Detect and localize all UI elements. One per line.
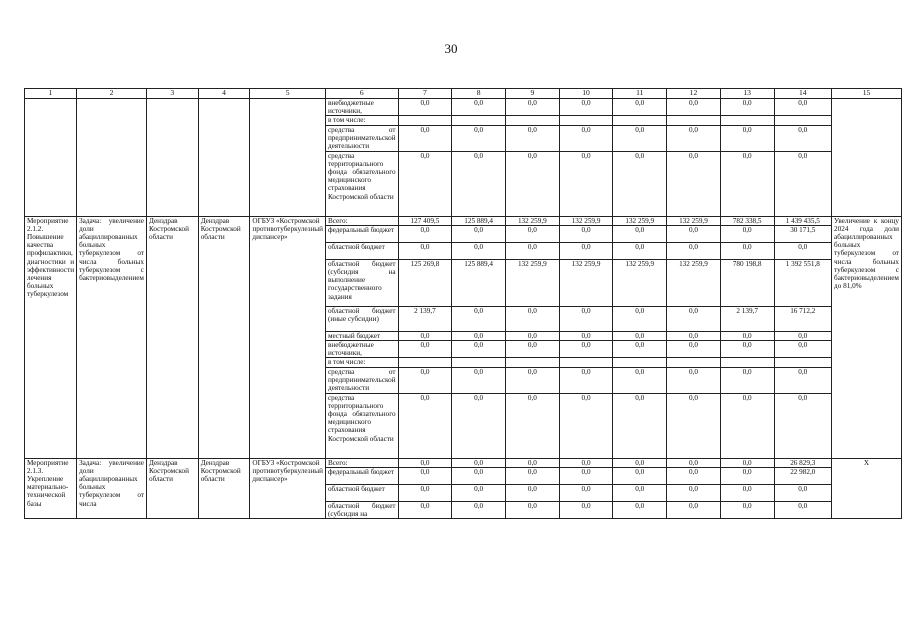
value-cell: 0,0 bbox=[667, 99, 721, 116]
executor-cell: ОГБУЗ «Костромской противотуберкулезный диспансер» bbox=[250, 458, 326, 519]
value-cell: 0,0 bbox=[559, 341, 613, 358]
value-cell: 0,0 bbox=[774, 99, 832, 116]
coordinator-cell: Денздрав Костромской области bbox=[146, 458, 198, 519]
value-cell: 0,0 bbox=[398, 242, 452, 259]
value-cell: 0,0 bbox=[398, 467, 452, 484]
value-cell: 0,0 bbox=[667, 225, 721, 242]
value-cell: 0,0 bbox=[613, 393, 667, 458]
value-cell bbox=[559, 358, 613, 367]
funding-source-cell: внебюджетные источники, bbox=[325, 99, 398, 116]
value-cell: 0,0 bbox=[398, 151, 452, 216]
value-cell: 0,0 bbox=[452, 467, 506, 484]
value-cell: 0,0 bbox=[613, 242, 667, 259]
funding-source-cell: Всего: bbox=[325, 216, 398, 225]
value-cell: 0,0 bbox=[398, 225, 452, 242]
value-cell: 0,0 bbox=[505, 151, 559, 216]
header-cell: 13 bbox=[720, 89, 774, 99]
value-cell: 0,0 bbox=[667, 367, 721, 393]
value-cell bbox=[720, 358, 774, 367]
value-cell: 132 259,9 bbox=[559, 259, 613, 306]
value-cell: 0,0 bbox=[667, 341, 721, 358]
value-cell bbox=[559, 116, 613, 125]
value-cell: 0,0 bbox=[398, 99, 452, 116]
value-cell: 0,0 bbox=[720, 484, 774, 501]
header-cell: 11 bbox=[613, 89, 667, 99]
value-cell: 0,0 bbox=[667, 458, 721, 467]
value-cell: 0,0 bbox=[505, 331, 559, 340]
value-cell: 0,0 bbox=[559, 151, 613, 216]
value-cell: 0,0 bbox=[774, 151, 832, 216]
value-cell bbox=[613, 116, 667, 125]
measure-name-cell: Мероприятие 2.1.3. Укрепление материально-технической базы bbox=[25, 458, 77, 519]
funding-source-cell: областной бюджет bbox=[325, 242, 398, 259]
value-cell: 0,0 bbox=[505, 367, 559, 393]
header-cell: 15 bbox=[832, 89, 902, 99]
value-cell: 0,0 bbox=[559, 367, 613, 393]
value-cell: 0,0 bbox=[398, 367, 452, 393]
value-cell: 0,0 bbox=[505, 242, 559, 259]
value-cell: 0,0 bbox=[774, 484, 832, 501]
value-cell: 0,0 bbox=[667, 393, 721, 458]
header-cell: 9 bbox=[505, 89, 559, 99]
value-cell: 0,0 bbox=[667, 467, 721, 484]
budget-table bbox=[24, 88, 902, 519]
value-cell: 127 409,5 bbox=[398, 216, 452, 225]
value-cell: 0,0 bbox=[720, 225, 774, 242]
value-cell: 0,0 bbox=[559, 393, 613, 458]
value-cell: 0,0 bbox=[452, 331, 506, 340]
value-cell: 0,0 bbox=[613, 458, 667, 467]
value-cell: 0,0 bbox=[720, 99, 774, 116]
value-cell: 0,0 bbox=[613, 225, 667, 242]
value-cell: 132 259,9 bbox=[505, 259, 559, 306]
value-cell: 0,0 bbox=[559, 467, 613, 484]
coordinator-cell: Денздрав Костромской области bbox=[146, 216, 198, 458]
value-cell bbox=[398, 358, 452, 367]
value-cell: 0,0 bbox=[559, 458, 613, 467]
value-cell: 0,0 bbox=[613, 501, 667, 518]
value-cell: 0,0 bbox=[559, 306, 613, 331]
header-cell: 12 bbox=[667, 89, 721, 99]
value-cell: 0,0 bbox=[613, 367, 667, 393]
value-cell: 0,0 bbox=[452, 99, 506, 116]
value-cell: 0,0 bbox=[667, 306, 721, 331]
value-cell: 0,0 bbox=[505, 393, 559, 458]
value-cell bbox=[505, 358, 559, 367]
header-cell: 4 bbox=[198, 89, 250, 99]
value-cell: 780 198,8 bbox=[720, 259, 774, 306]
value-cell: 132 259,9 bbox=[559, 216, 613, 225]
value-cell: 782 338,5 bbox=[720, 216, 774, 225]
header-cell: 3 bbox=[146, 89, 198, 99]
value-cell bbox=[667, 358, 721, 367]
value-cell bbox=[505, 116, 559, 125]
empty-cell bbox=[146, 99, 198, 217]
empty-cell bbox=[250, 99, 326, 217]
value-cell: 0,0 bbox=[613, 125, 667, 151]
value-cell: 0,0 bbox=[720, 125, 774, 151]
funding-source-cell: местный бюджет bbox=[325, 331, 398, 340]
funding-source-cell: в том числе: bbox=[325, 358, 398, 367]
value-cell: 0,0 bbox=[774, 125, 832, 151]
funding-source-cell: средства от предпринимательской деятельности bbox=[325, 125, 398, 151]
value-cell: 0,0 bbox=[613, 484, 667, 501]
value-cell: 0,0 bbox=[398, 331, 452, 340]
value-cell: 0,0 bbox=[774, 501, 832, 518]
result-cell: Увеличение к концу 2024 года доли абациллированных больных туберкулезом от числа больных туберкулезом с бактериовыделением до 81,0% bbox=[832, 216, 902, 458]
value-cell: 0,0 bbox=[613, 151, 667, 216]
value-cell: 0,0 bbox=[398, 501, 452, 518]
value-cell: 0,0 bbox=[720, 501, 774, 518]
header-cell: 2 bbox=[77, 89, 147, 99]
value-cell: 0,0 bbox=[559, 99, 613, 116]
value-cell: 0,0 bbox=[505, 125, 559, 151]
value-cell: 0,0 bbox=[452, 225, 506, 242]
value-cell: 0,0 bbox=[720, 458, 774, 467]
value-cell: 0,0 bbox=[667, 501, 721, 518]
value-cell: 125 889,4 bbox=[452, 216, 506, 225]
executor-cell: ОГБУЗ «Костромской противотуберкулезный диспансер» bbox=[250, 216, 326, 458]
value-cell bbox=[613, 358, 667, 367]
value-cell: 0,0 bbox=[505, 501, 559, 518]
funding-source-cell: средства территориального фонда обязательного медицинского страхования Костромской области bbox=[325, 151, 398, 216]
value-cell: 2 139,7 bbox=[398, 306, 452, 331]
customer-cell: Денздрав Костромской области bbox=[198, 216, 250, 458]
value-cell: 16 712,2 bbox=[774, 306, 832, 331]
funding-source-cell: Всего: bbox=[325, 458, 398, 467]
value-cell: 0,0 bbox=[559, 331, 613, 340]
value-cell: 0,0 bbox=[452, 341, 506, 358]
value-cell: 0,0 bbox=[505, 99, 559, 116]
value-cell: 0,0 bbox=[559, 484, 613, 501]
funding-source-cell: федеральный бюджет bbox=[325, 467, 398, 484]
table-row bbox=[25, 99, 902, 116]
measure-name-cell: Мероприятие 2.1.2. Повышение качества профилактики, диагностики и эффективности лечения больных туберкулезом bbox=[25, 216, 77, 458]
value-cell: 125 269,8 bbox=[398, 259, 452, 306]
value-cell: 132 259,9 bbox=[505, 216, 559, 225]
value-cell: 0,0 bbox=[774, 242, 832, 259]
value-cell: 0,0 bbox=[667, 125, 721, 151]
funding-source-cell: средства от предпринимательской деятельности bbox=[325, 367, 398, 393]
value-cell: 0,0 bbox=[774, 367, 832, 393]
value-cell: 125 889,4 bbox=[452, 259, 506, 306]
value-cell: 0,0 bbox=[667, 484, 721, 501]
value-cell: 0,0 bbox=[720, 367, 774, 393]
value-cell: 0,0 bbox=[505, 484, 559, 501]
value-cell: 0,0 bbox=[613, 467, 667, 484]
value-cell: 0,0 bbox=[398, 484, 452, 501]
value-cell: 0,0 bbox=[613, 341, 667, 358]
empty-cell bbox=[198, 99, 250, 217]
value-cell bbox=[774, 358, 832, 367]
funding-source-cell: областной бюджет (иные субсидии) bbox=[325, 306, 398, 331]
value-cell: 0,0 bbox=[559, 225, 613, 242]
value-cell: 132 259,9 bbox=[613, 259, 667, 306]
header-cell: 7 bbox=[398, 89, 452, 99]
value-cell: 132 259,9 bbox=[613, 216, 667, 225]
value-cell: 0,0 bbox=[452, 367, 506, 393]
value-cell bbox=[667, 116, 721, 125]
value-cell: 0,0 bbox=[505, 341, 559, 358]
value-cell: 0,0 bbox=[559, 125, 613, 151]
value-cell: 0,0 bbox=[613, 331, 667, 340]
value-cell: 0,0 bbox=[505, 225, 559, 242]
value-cell: 132 259,9 bbox=[667, 259, 721, 306]
funding-source-cell: областной бюджет (субсидия на выполнение государственного задания bbox=[325, 259, 398, 306]
header-cell: 5 bbox=[250, 89, 326, 99]
funding-source-cell: областной бюджет (субсидия на bbox=[325, 501, 398, 518]
empty-cell bbox=[77, 99, 147, 217]
value-cell: 0,0 bbox=[452, 393, 506, 458]
value-cell: 1 392 551,8 bbox=[774, 259, 832, 306]
value-cell: 0,0 bbox=[505, 467, 559, 484]
value-cell: 22 982,0 bbox=[774, 467, 832, 484]
funding-source-cell: в том числе: bbox=[325, 116, 398, 125]
value-cell: 0,0 bbox=[398, 393, 452, 458]
value-cell bbox=[720, 116, 774, 125]
value-cell: 0,0 bbox=[667, 151, 721, 216]
result-cell: Х bbox=[832, 458, 902, 519]
value-cell: 0,0 bbox=[452, 484, 506, 501]
value-cell: 0,0 bbox=[667, 331, 721, 340]
value-cell: 0,0 bbox=[559, 501, 613, 518]
task-cell: Задача: увеличение доли абациллированных больных туберкулезом от числа bbox=[77, 458, 147, 519]
funding-source-cell: внебюджетные источники, bbox=[325, 341, 398, 358]
header-cell: 10 bbox=[559, 89, 613, 99]
header-cell: 1 bbox=[25, 89, 77, 99]
value-cell: 0,0 bbox=[720, 467, 774, 484]
value-cell bbox=[452, 116, 506, 125]
table-row bbox=[25, 458, 902, 467]
value-cell: 0,0 bbox=[452, 458, 506, 467]
value-cell: 0,0 bbox=[452, 151, 506, 216]
value-cell: 1 439 435,5 bbox=[774, 216, 832, 225]
funding-source-cell: областной бюджет bbox=[325, 484, 398, 501]
value-cell: 0,0 bbox=[398, 458, 452, 467]
value-cell: 0,0 bbox=[774, 331, 832, 340]
funding-source-cell: средства территориального фонда обязательного медицинского страхования Костромской области bbox=[325, 393, 398, 458]
value-cell bbox=[452, 358, 506, 367]
header-cell: 8 bbox=[452, 89, 506, 99]
value-cell: 0,0 bbox=[720, 242, 774, 259]
page-number: 30 bbox=[444, 41, 458, 56]
value-cell: 0,0 bbox=[505, 306, 559, 331]
value-cell: 0,0 bbox=[505, 458, 559, 467]
value-cell bbox=[774, 116, 832, 125]
empty-cell bbox=[25, 99, 77, 217]
value-cell: 0,0 bbox=[452, 306, 506, 331]
value-cell: 0,0 bbox=[398, 341, 452, 358]
value-cell: 0,0 bbox=[774, 393, 832, 458]
header-row bbox=[25, 89, 902, 99]
value-cell: 0,0 bbox=[398, 125, 452, 151]
header-cell: 6 bbox=[325, 89, 398, 99]
value-cell: 0,0 bbox=[613, 99, 667, 116]
value-cell: 0,0 bbox=[452, 125, 506, 151]
value-cell: 0,0 bbox=[774, 341, 832, 358]
value-cell: 30 171,5 bbox=[774, 225, 832, 242]
value-cell bbox=[398, 116, 452, 125]
value-cell: 26 829,3 bbox=[774, 458, 832, 467]
value-cell: 132 259,9 bbox=[667, 216, 721, 225]
value-cell: 2 139,7 bbox=[720, 306, 774, 331]
value-cell: 0,0 bbox=[613, 306, 667, 331]
funding-source-cell: федеральный бюджет bbox=[325, 225, 398, 242]
value-cell: 0,0 bbox=[720, 393, 774, 458]
value-cell: 0,0 bbox=[452, 501, 506, 518]
value-cell: 0,0 bbox=[667, 242, 721, 259]
value-cell: 0,0 bbox=[720, 341, 774, 358]
value-cell: 0,0 bbox=[720, 151, 774, 216]
customer-cell: Денздрав Костромской области bbox=[198, 458, 250, 519]
header-cell: 14 bbox=[774, 89, 832, 99]
value-cell: 0,0 bbox=[452, 242, 506, 259]
value-cell: 0,0 bbox=[559, 242, 613, 259]
result-cell bbox=[832, 99, 902, 217]
table-row bbox=[25, 216, 902, 225]
task-cell: Задача: увеличение доли абациллированных больных туберкулезом от числа больных туберкулезом с бактериовыделением bbox=[77, 216, 147, 458]
value-cell: 0,0 bbox=[720, 331, 774, 340]
